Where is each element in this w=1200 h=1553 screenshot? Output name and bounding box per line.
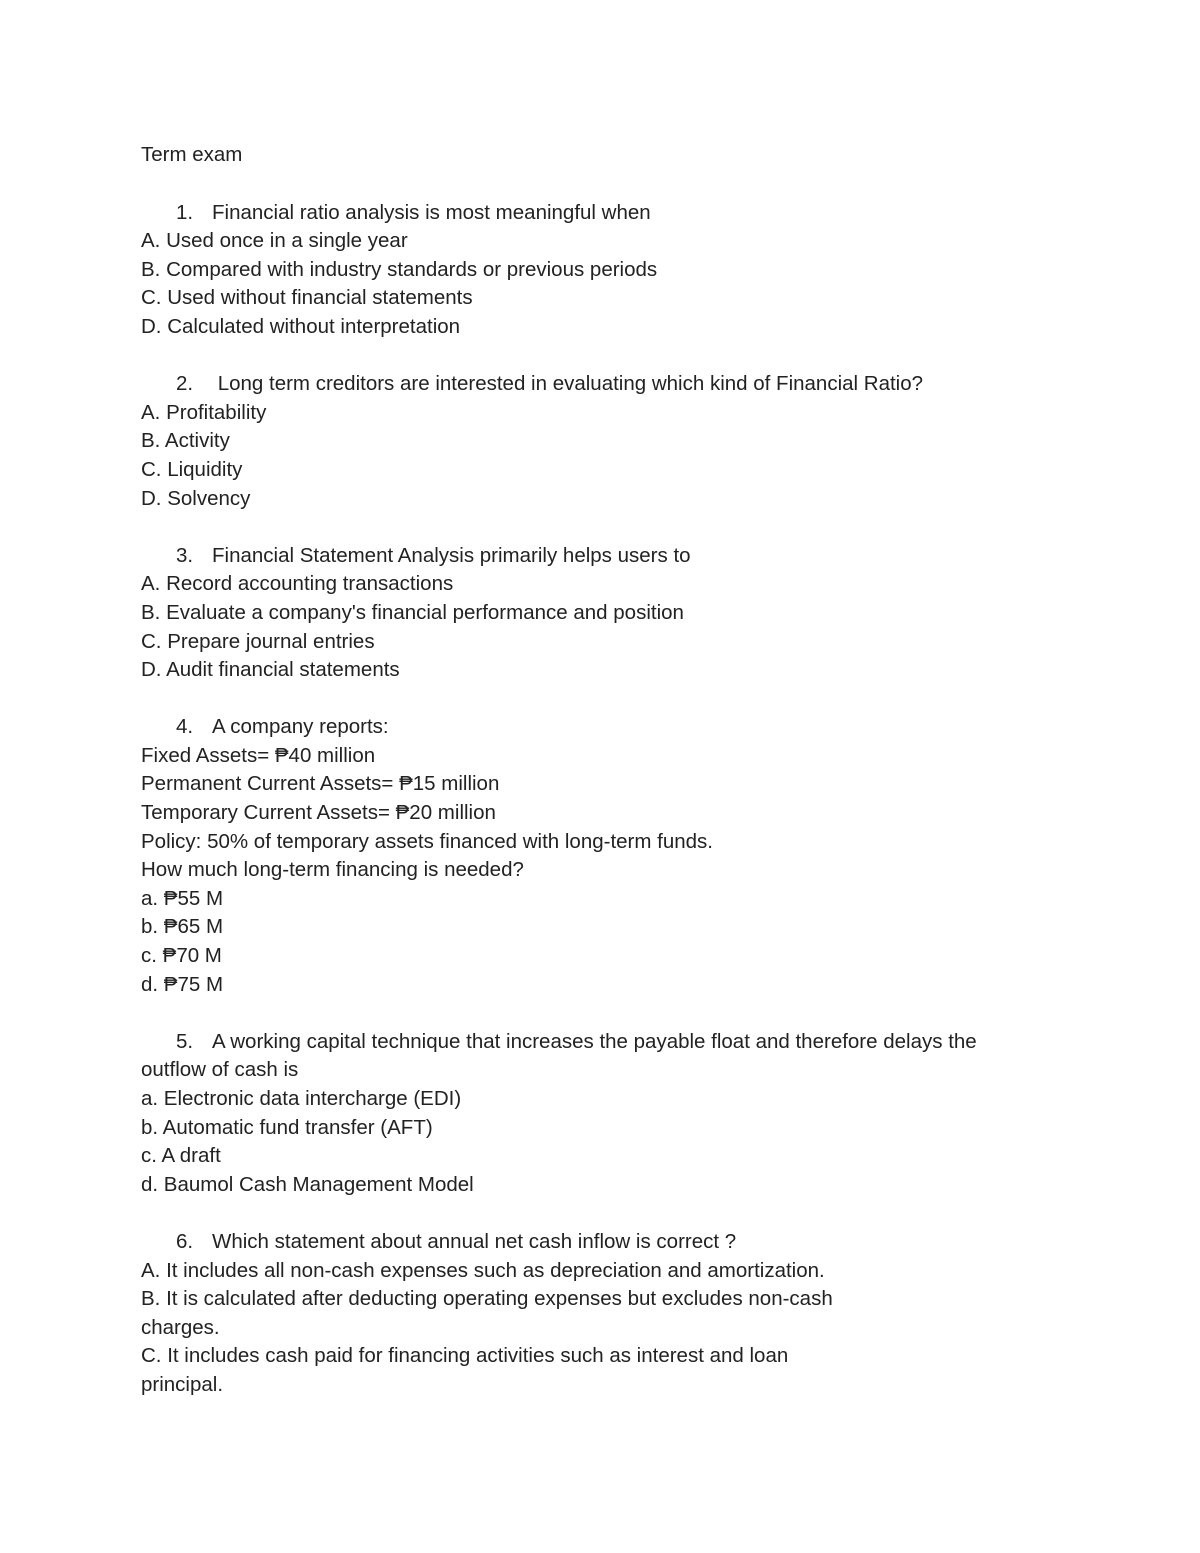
- question-4-prompt: How much long-term financing is needed?: [141, 858, 524, 882]
- question-4-option-a: a. ₱55 M: [141, 886, 224, 910]
- question-4-number: 4.: [176, 715, 194, 739]
- question-5-option-c: c. A draft: [141, 1144, 221, 1168]
- question-6-stem: [141, 1228, 1041, 1257]
- document-content: [141, 141, 1041, 1428]
- question-5-text-continued: outflow of cash is: [141, 1058, 299, 1082]
- question-3-text: Financial Statement Analysis primarily helps users to: [212, 543, 691, 567]
- question-2-text: Long term creditors are interested in evaluating which kind of Financial Ratio?: [212, 372, 924, 396]
- question-2-number: 2.: [176, 372, 194, 396]
- question-6-option-b: B. It is calculated after deducting operating expenses but excludes non-cash: [141, 1287, 833, 1311]
- question-3: [141, 542, 1041, 685]
- question-4: [141, 713, 1041, 999]
- question-4-option-c: c. ₱70 M: [141, 944, 222, 968]
- question-4-option-b: b. ₱65 M: [141, 915, 224, 939]
- question-6-option-c-continued: principal.: [141, 1372, 224, 1396]
- question-1-option-d: D. Calculated without interpretation: [141, 314, 461, 338]
- question-4-given-policy: Policy: 50% of temporary assets financed with long-term funds.: [141, 829, 713, 853]
- question-1-text: Financial ratio analysis is most meaningful when: [212, 200, 651, 224]
- question-6-option-a: A. It includes all non-cash expenses such as depreciation and amortization.: [141, 1258, 825, 1282]
- question-1-option-c: C. Used without financial statements: [141, 286, 473, 310]
- question-4-given-temporary-current-assets: Temporary Current Assets= ₱20 million: [141, 801, 496, 825]
- question-5: [141, 1028, 1041, 1200]
- question-1: [141, 199, 1041, 342]
- question-5-number: 5.: [176, 1029, 194, 1053]
- question-2-option-b: B. Activity: [141, 429, 230, 453]
- question-3-stem: [141, 542, 1041, 571]
- question-5-option-d: d. Baumol Cash Management Model: [141, 1172, 474, 1196]
- question-6: [141, 1228, 1041, 1400]
- question-1-number: 1.: [176, 200, 194, 224]
- question-3-option-b: B. Evaluate a company's financial performance and position: [141, 600, 684, 624]
- question-4-option-d: d. ₱75 M: [141, 972, 224, 996]
- question-1-stem: [141, 199, 1041, 228]
- question-2-option-a: A. Profitability: [141, 400, 267, 424]
- question-2-stem: [141, 370, 1041, 399]
- question-5-option-a: a. Electronic data intercharge (EDI): [141, 1087, 462, 1110]
- question-6-option-b-continued: charges.: [141, 1315, 220, 1339]
- question-6-text: Which statement about annual net cash inflow is correct ?: [212, 1229, 737, 1253]
- question-1-option-b: B. Compared with industry standards or previous periods: [141, 257, 658, 281]
- question-3-option-c: C. Prepare journal entries: [141, 629, 375, 653]
- question-5-text: A working capital technique that increases the payable float and therefore delays the: [212, 1029, 977, 1053]
- question-4-given-permanent-current-assets: Permanent Current Assets= ₱15 million: [141, 772, 500, 796]
- question-6-option-c: C. It includes cash paid for financing activities such as interest and loan: [141, 1344, 789, 1368]
- question-1-option-a: A. Used once in a single year: [141, 229, 408, 253]
- document-title: Term exam: [141, 143, 243, 166]
- question-2: [141, 370, 1041, 513]
- question-3-option-a: A. Record accounting transactions: [141, 572, 454, 596]
- question-3-number: 3.: [176, 543, 194, 567]
- question-5-option-b: b. Automatic fund transfer (AFT): [141, 1115, 433, 1139]
- question-3-option-d: D. Audit financial statements: [141, 658, 400, 682]
- question-6-number: 6.: [176, 1229, 194, 1253]
- question-4-text: A company reports:: [212, 715, 389, 739]
- question-4-stem: [141, 713, 1041, 742]
- question-4-given-fixed-assets: Fixed Assets= ₱40 million: [141, 743, 376, 767]
- question-2-option-d: D. Solvency: [141, 486, 251, 510]
- question-2-option-c: C. Liquidity: [141, 457, 243, 481]
- question-5-stem: [141, 1028, 1041, 1057]
